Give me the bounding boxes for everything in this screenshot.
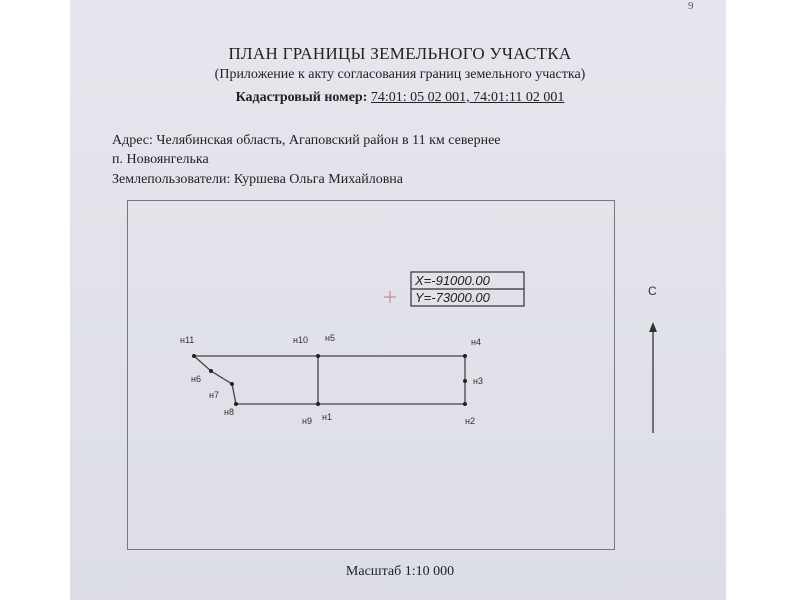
label-n8: н8 <box>224 407 234 417</box>
point-n9-n1 <box>316 402 320 406</box>
coordinate-x: X=-91000.00 <box>415 273 490 288</box>
label-n9: н9 <box>302 416 312 426</box>
parcel-boundary <box>194 356 465 404</box>
label-n7: н7 <box>209 390 219 400</box>
coordinate-y: Y=-73000.00 <box>415 290 490 305</box>
point-n11 <box>192 354 196 358</box>
label-n1: н1 <box>322 412 332 422</box>
label-n6: н6 <box>191 374 201 384</box>
cadastral-number: 74:01: 05 02 001, 74:01:11 02 001 <box>370 90 565 105</box>
north-arrow-icon <box>649 322 657 433</box>
page-number: 9 <box>688 0 694 12</box>
point-n4 <box>463 354 467 358</box>
label-n11: н11 <box>180 335 195 345</box>
owner-line: Землепользователи: Куршева Ольга Михайловна <box>112 172 404 187</box>
point-n6 <box>209 369 213 373</box>
label-n10: н10 <box>293 335 308 345</box>
address-line-2: п. Новоянгелька <box>112 152 209 167</box>
label-n3: н3 <box>473 376 483 386</box>
scale-text: Масштаб 1:10 000 <box>345 564 455 579</box>
label-n2: н2 <box>465 416 475 426</box>
point-n2 <box>463 402 467 406</box>
point-n10-n5 <box>316 354 320 358</box>
coordinate-cross-icon <box>384 291 396 303</box>
north-label: С <box>648 284 657 298</box>
address-line-1: Адрес: Челябинская область, Агаповский район в 11 км севернее <box>112 133 501 148</box>
point-n8 <box>234 402 238 406</box>
document-title: ПЛАН ГРАНИЦЫ ЗЕМЕЛЬНОГО УЧАСТКА <box>228 44 572 63</box>
document-subtitle: (Приложение к акту согласования границ земельного участка) <box>214 67 586 82</box>
coordinate-box <box>411 272 524 306</box>
label-n4: н4 <box>471 337 481 347</box>
point-n7 <box>230 382 234 386</box>
point-n3 <box>463 379 467 383</box>
label-n5: н5 <box>325 333 335 343</box>
cadastral-label: Кадастровый номер: <box>235 90 368 105</box>
